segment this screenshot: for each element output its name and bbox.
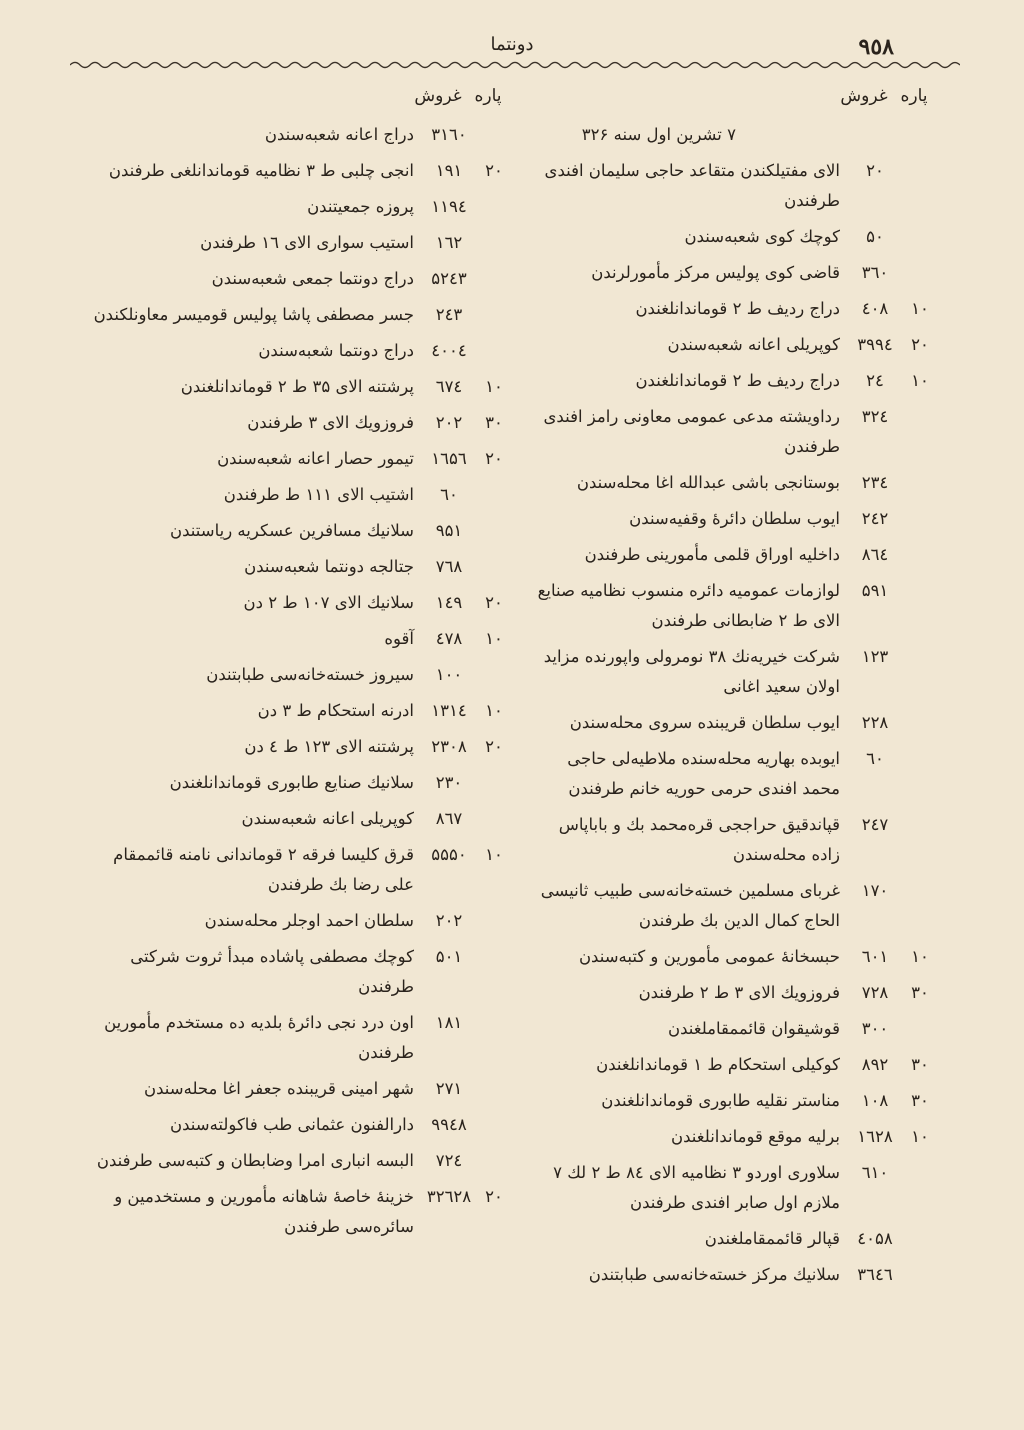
ledger-entry [92, 156, 510, 186]
column-header [528, 86, 936, 120]
ledger-entry [528, 642, 936, 702]
wavy-divider [70, 58, 960, 72]
ledger-entry [528, 978, 936, 1008]
entry-description: سلانیك صنایع طابوری قوماندانلغندن [169, 773, 414, 792]
ghurush-amount: ۲۰ [866, 161, 884, 180]
ghurush-amount: ۷٦۸ [435, 557, 463, 576]
ghurush-amount: ۵۵۵۰ [431, 845, 467, 864]
para-amount: ۱۰ [485, 701, 503, 720]
ghurush-amount: ۱۸۱ [435, 1013, 463, 1032]
ghurush-amount: ۲٤۳ [435, 305, 463, 324]
entry-description: فروزویك الای ۳ طرفندن [247, 413, 414, 432]
entry-description: شرکت خیریه‌نك ۳۸ نومرولی واپورنده مزاید اولان سعید اغانی [543, 647, 840, 696]
para-amount: ۱۰ [485, 629, 503, 648]
entry-description: استیب سواری الای ۱٦ طرفندن [200, 233, 414, 252]
entry-description: شهر امینی قریبنده جعفر اغا محله‌سندن [144, 1079, 414, 1098]
ghurush-amount: ۱۰۰ [435, 665, 463, 684]
entry-description: لوازمات عمومیه دائره منسوب نظامیه صنایع الای ط ۲ ضابطانی طرفندن [537, 581, 840, 630]
ledger-entry [92, 264, 510, 294]
ledger-entry [92, 942, 510, 1002]
entry-description: سلانیك مرکز خسته‌خانه‌سی طبابتندن [588, 1265, 840, 1284]
ledger-entry [528, 1014, 936, 1044]
para-amount: ۳۰ [485, 413, 503, 432]
para-header: پاره [474, 86, 502, 106]
entry-description: سلانیك الای ۱۰۷ ط ۲ دن [243, 593, 414, 612]
ledger-entry [528, 1260, 936, 1290]
entry-description: قوشیقوان قائممقاملغندن [667, 1019, 840, 1038]
ledger-entry [528, 294, 936, 324]
ghurush-amount: ٦۰ [440, 485, 458, 504]
ledger-entry [92, 1110, 510, 1140]
entry-description: پرشتنه الای ۳۵ ط ۲ قوماندانلغندن [180, 377, 414, 396]
ledger-entry [92, 120, 510, 150]
ledger-entry [528, 1158, 936, 1218]
para-amount: ۱۰ [911, 299, 929, 318]
ghurush-header: غروش [414, 86, 462, 106]
ledger-entry [92, 1182, 510, 1242]
entry-description: انجی چلبی ط ۳ نظامیه قوماندانلغی طرفندن [108, 161, 414, 180]
entry-description: کوچك کوی شعبه‌سندن [684, 227, 840, 246]
ghurush-amount: ۵۲٤۳ [431, 269, 467, 288]
ledger-entry [92, 300, 510, 330]
ghurush-amount: ۱٤۹ [435, 593, 463, 612]
ledger-entry [92, 336, 510, 366]
ghurush-amount: ۱٦۵٦ [431, 449, 467, 468]
ledger-entry [92, 192, 510, 222]
running-title: دونتما [490, 34, 534, 55]
ghurush-amount: ۱۹۱ [435, 161, 463, 180]
ghurush-amount: ۱۳۱٤ [431, 701, 467, 720]
ghurush-amount: ۲٤۲ [861, 509, 889, 528]
entry-description: حبسخانهٔ عمومی مأمورین و کتبه‌سندن [578, 947, 840, 966]
right-column [528, 86, 936, 1296]
entry-description: مناستر نقلیه طابوری قوماندانلغندن [601, 1091, 840, 1110]
para-amount: ۲۰ [485, 737, 503, 756]
left-column [92, 86, 510, 1248]
ledger-entry [528, 366, 936, 396]
ledger-entry [92, 444, 510, 474]
ledger-entry [92, 906, 510, 936]
para-amount: ۱۰ [485, 377, 503, 396]
ghurush-amount: ۸۹۲ [861, 1055, 889, 1074]
ghurush-amount: ٤۰۸ [861, 299, 889, 318]
entry-description: سیروز خسته‌خانه‌سی طبابتندن [206, 665, 414, 684]
entry-description: کوپریلی اعانه شعبه‌سندن [667, 335, 840, 354]
entry-description: ایوب سلطان قریبنده سروی محله‌سندن [569, 713, 840, 732]
entry-description: رداویشته مدعی عمومی معاونی رامز افندی طرفندن [543, 407, 840, 456]
entry-description: جتالجه دونتما شعبه‌سندن [244, 557, 414, 576]
ledger-entry [92, 840, 510, 900]
ghurush-amount: ۳٦۰ [861, 263, 889, 282]
ledger-entry [92, 696, 510, 726]
entry-description: دارالفنون عثمانی طب فاکولته‌سندن [169, 1115, 414, 1134]
ledger-entry [92, 228, 510, 258]
para-header: پاره [900, 86, 928, 106]
entry-description: غربای مسلمین خسته‌خانه‌سی طبیب ثانیسی الحاج کمال الدین بك طرفندن [540, 881, 840, 930]
entry-description: آقوه [384, 629, 414, 648]
ghurush-amount: ۲۲۸ [861, 713, 889, 732]
ghurush-amount: ۲۰۲ [435, 911, 463, 930]
entry-description: قاضی کوی پولیس مرکز مأمورلرندن [591, 263, 840, 282]
date-line [528, 120, 936, 150]
ledger-entry [528, 744, 936, 804]
ledger-entry [92, 624, 510, 654]
para-amount: ۱۰ [485, 845, 503, 864]
ledger-entry [528, 876, 936, 936]
ledger-entry [528, 222, 936, 252]
entry-list [92, 120, 510, 1242]
page-number: ٩٥٨ [858, 34, 894, 60]
entry-description: دراج دونتما جمعی شعبه‌سندن [211, 269, 414, 288]
ledger-entry [528, 156, 936, 216]
ledger-entry [92, 768, 510, 798]
entry-description: جسر مصطفی پاشا پولیس قومیسر معاونلکندن [93, 305, 414, 324]
ghurush-amount: ۲٤۷ [861, 815, 889, 834]
ghurush-amount: ۱۱۹٤ [431, 197, 467, 216]
entry-description: دراج ردیف ط ۲ قوماندانلغندن [635, 371, 840, 390]
ghurush-amount: ۳۲٤ [861, 407, 889, 426]
ledger-entry [528, 576, 936, 636]
ledger-entry [528, 1050, 936, 1080]
ghurush-amount: ٦۱۰ [861, 1163, 889, 1182]
ghurush-amount: ۱۷۰ [861, 881, 889, 900]
ghurush-amount: ٤۰۰٤ [431, 341, 467, 360]
para-amount: ۱۰ [911, 947, 929, 966]
entry-description: سلطان احمد اوجلر محله‌سندن [204, 911, 414, 930]
column-header [92, 86, 510, 120]
entry-description: سلاوری اوردو ۳ نظامیه الای ٨٤ ط ۲ لك ۷ ملازم اول صابر افندی طرفندن [553, 1163, 840, 1212]
entry-description: تیمور حصار اعانه شعبه‌سندن [217, 449, 414, 468]
entry-description: کوکیلی استحکام ط ۱ قوماندانلغندن [596, 1055, 840, 1074]
para-amount: ۳۰ [911, 983, 929, 1002]
ghurush-header: غروش [840, 86, 888, 106]
ledger-entry [92, 372, 510, 402]
entry-description: پروزه جمعیتندن [307, 197, 414, 216]
ghurush-amount: ۹۹٤۸ [431, 1115, 467, 1134]
ledger-entry [528, 504, 936, 534]
ghurush-amount: ۳٦٤٦ [857, 1265, 893, 1284]
ledger-entry [528, 258, 936, 288]
ledger-entry [528, 1122, 936, 1152]
para-amount: ۲۰ [485, 1187, 503, 1206]
ghurush-amount: ٦۰۱ [861, 947, 889, 966]
para-amount: ۱۰ [911, 371, 929, 390]
ghurush-amount: ۲٤ [866, 371, 884, 390]
ledger-entry [92, 552, 510, 582]
ledger-entry [92, 516, 510, 546]
ledger-entry [92, 1074, 510, 1104]
ledger-entry [528, 402, 936, 462]
ghurush-amount: ۲۳۰ [435, 773, 463, 792]
ledger-entry [528, 810, 936, 870]
entry-description: کوچك مصطفی پاشاده مبدأ ثروت شرکتی طرفندن [130, 947, 414, 996]
para-amount: ۲۰ [911, 335, 929, 354]
entry-description: قرق کلیسا فرقه ۲ قوماندانی نامنه قائممقام علی رضا بك طرفندن [113, 845, 414, 894]
entry-description: سلانیك مسافرین عسکریه ریاستندن [170, 521, 414, 540]
entry-description: داخلیه اوراق قلمی مأمورینی طرفندن [584, 545, 840, 564]
ghurush-amount: ۱٦۲۸ [857, 1127, 893, 1146]
ledger-entry [92, 588, 510, 618]
entry-description: دراج ردیف ط ۲ قوماندانلغندن [635, 299, 840, 318]
ledger-entry [92, 732, 510, 762]
ghurush-amount: ۱٦۲ [435, 233, 463, 252]
ghurush-amount: ۳۲٦۲۸ [426, 1187, 472, 1206]
ghurush-amount: ۳۹۹٤ [857, 335, 893, 354]
entry-description: اون درد نجی دائرهٔ بلدیه ده مستخدم مأمورین طرفندن [104, 1013, 414, 1062]
entry-description: پرشتنه الای ۱۲۳ ط ٤ دن [244, 737, 414, 756]
ledger-entry [92, 660, 510, 690]
ghurush-amount: ٦۰ [866, 749, 884, 768]
entry-description: فروزویك الای ۳ ط ۲ طرفندن [638, 983, 840, 1002]
para-amount: ۲۰ [485, 593, 503, 612]
ledger-entry [528, 942, 936, 972]
ledger-entry [528, 708, 936, 738]
entry-description: دراج دونتما شعبه‌سندن [258, 341, 414, 360]
ghurush-amount: ۷۲٤ [435, 1151, 463, 1170]
ghurush-amount: ۲۷۱ [435, 1079, 463, 1098]
ledger-entry [528, 330, 936, 360]
ghurush-amount: ۲۳٤ [861, 473, 889, 492]
ledger-entry [528, 1224, 936, 1254]
ghurush-amount: ۸٦۷ [435, 809, 463, 828]
para-amount: ۳۰ [911, 1055, 929, 1074]
entry-description: ایوبده بهاریه محله‌سنده ملاطیه‌لی حاجی محمد افندی حرمی حوریه خانم طرفندن [567, 749, 840, 798]
para-amount: ۲۰ [485, 449, 503, 468]
entry-description: بوستانجی باشی عبدالله اغا محله‌سندن [576, 473, 840, 492]
entry-description: برلیه موقع قوماندانلغندن [671, 1127, 840, 1146]
para-amount: ۲۰ [485, 161, 503, 180]
ghurush-amount: ۲۰۲ [435, 413, 463, 432]
ledger-entry [92, 1008, 510, 1068]
ghurush-amount: ۵۰ [866, 227, 884, 246]
ledger-entry [528, 468, 936, 498]
entry-description: ادرنه استحکام ط ۳ دن [257, 701, 414, 720]
ledger-entry [92, 804, 510, 834]
ghurush-amount: ۸٦٤ [861, 545, 889, 564]
ghurush-amount: ۷۲۸ [861, 983, 889, 1002]
ghurush-amount: ٤۰۵۸ [857, 1229, 893, 1248]
entry-description: کوپریلی اعانه شعبه‌سندن [241, 809, 414, 828]
ledger-entry [528, 540, 936, 570]
entry-description: ۷ تشرین اول سنه ۳۲۶ [581, 125, 736, 144]
entry-list [528, 120, 936, 1290]
ghurush-amount: ۹۵۱ [435, 521, 463, 540]
ghurush-amount: ۱۲۳ [861, 647, 889, 666]
entry-description: خزینهٔ خاصهٔ شاهانه مأمورین و مستخدمین و سائره‌سی طرفندن [114, 1187, 414, 1236]
ledger-entry [92, 408, 510, 438]
ghurush-amount: ۳۰۰ [861, 1019, 889, 1038]
ghurush-amount: ۵۹۱ [861, 581, 889, 600]
ledger-entry [92, 1146, 510, 1176]
ghurush-amount: ۳۱٦۰ [431, 125, 467, 144]
entry-description: الای مفتیلکندن متقاعد حاجی سلیمان افندی طرفندن [544, 161, 840, 210]
entry-description: اشتیب الای ۱۱۱ ط طرفندن [223, 485, 414, 504]
ghurush-amount: ۱۰۸ [861, 1091, 889, 1110]
ledger-entry [528, 1086, 936, 1116]
para-amount: ۳۰ [911, 1091, 929, 1110]
para-amount: ۱۰ [911, 1127, 929, 1146]
ledger-entry [92, 480, 510, 510]
ghurush-amount: ۵۰۱ [435, 947, 463, 966]
entry-description: ایوب سلطان دائرهٔ وقفیه‌سندن [629, 509, 840, 528]
ghurush-amount: ٤۷۸ [435, 629, 463, 648]
ghurush-amount: ۲۳۰۸ [431, 737, 467, 756]
entry-description: البسه انباری امرا وضابطان و کتبه‌سی طرفندن [96, 1151, 414, 1170]
ghurush-amount: ٦۷٤ [435, 377, 463, 396]
page-header [60, 28, 964, 62]
entry-description: قپالر قائممقاملغندن [704, 1229, 840, 1248]
entry-description: قپاندقیق حراججی قره‌محمد بك و باباپاس زاده محله‌سندن [558, 815, 840, 864]
entry-description: دراج اعانه شعبه‌سندن [264, 125, 414, 144]
